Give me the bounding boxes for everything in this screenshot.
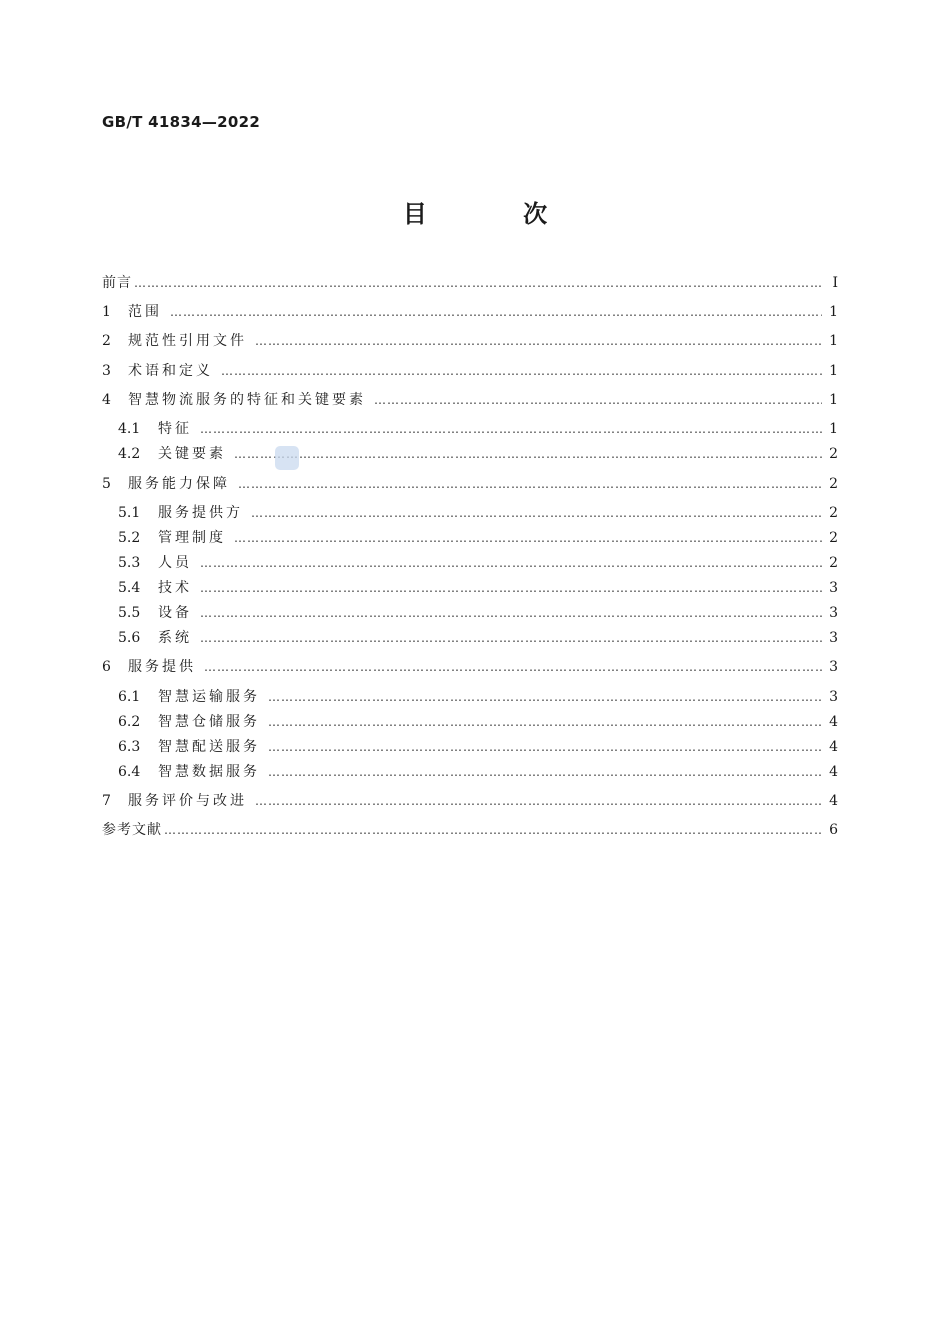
toc-entry-page: 2 [829, 505, 838, 521]
toc-entry-page: 4 [829, 764, 838, 780]
toc-entry-page: 4 [829, 739, 838, 755]
toc-leader-dots [268, 761, 822, 783]
toc-entry-label: 前言 [102, 275, 132, 291]
toc-entry-label: 智慧运输服务 [158, 689, 260, 705]
toc-leader-dots [200, 552, 822, 574]
toc-entry-label: 范围 [128, 304, 162, 320]
toc-entry-number: 5.5 [118, 605, 141, 621]
toc-entry-5-5[interactable] [118, 602, 838, 624]
toc-entry-label: 技术 [158, 580, 192, 596]
toc-entry-page: 1 [829, 333, 838, 349]
toc-entry-page: 4 [829, 793, 838, 809]
toc-entry-number: 5.2 [118, 530, 141, 546]
toc-entry-5-1[interactable] [118, 502, 838, 524]
toc-entry-label: 管理制度 [158, 530, 226, 546]
toc-entry-number: 5.4 [118, 580, 141, 596]
toc-entry-5-4[interactable] [118, 577, 838, 599]
toc-entry-label: 术语和定义 [128, 363, 213, 379]
toc-leader-dots [268, 711, 822, 733]
toc-entry-number: 1 [102, 304, 111, 320]
toc-leader-dots [234, 443, 822, 465]
toc-entry-label: 智慧仓储服务 [158, 714, 260, 730]
toc-entry-label: 特征 [158, 421, 192, 437]
toc-entry-number: 4.1 [118, 421, 141, 437]
toc-entry-label: 规范性引用文件 [128, 333, 247, 349]
toc-entry-number: 5 [102, 476, 111, 492]
toc-entry-number: 7 [102, 793, 111, 809]
toc-leader-dots [170, 301, 822, 323]
toc-entry-6-2[interactable] [118, 711, 838, 733]
toc-title: 目 次 [402, 200, 592, 228]
toc-entry-page: 3 [829, 580, 838, 596]
toc-entry-number: 6.4 [118, 764, 141, 780]
toc-entry-6-1[interactable] [118, 686, 838, 708]
toc-entry-label: 服务提供 [128, 659, 196, 675]
toc-leader-dots [268, 736, 822, 758]
toc-leader-dots [374, 389, 822, 411]
toc-entry-5[interactable] [102, 473, 838, 495]
toc-leader-dots [255, 330, 822, 352]
toc-leader-dots [204, 656, 822, 678]
toc-leader-dots [134, 272, 822, 294]
toc-leader-dots [200, 577, 822, 599]
toc-entry-1[interactable] [102, 301, 838, 323]
toc-entry-label: 参考文献 [102, 822, 162, 838]
toc-entry-page: 2 [829, 530, 838, 546]
toc-leader-dots [255, 790, 822, 812]
toc-entry-label: 服务提供方 [158, 505, 243, 521]
toc-entry-2[interactable] [102, 330, 838, 352]
toc-entry-6[interactable] [102, 656, 838, 678]
toc-entry-label: 智慧物流服务的特征和关键要素 [128, 392, 366, 408]
toc-leader-dots [200, 602, 822, 624]
watermark-logo-icon [275, 446, 299, 470]
toc-entry-number: 6 [102, 659, 111, 675]
toc-entry-4-1[interactable] [118, 418, 838, 440]
toc-entry-label: 智慧数据服务 [158, 764, 260, 780]
toc-entry-number: 6.2 [118, 714, 141, 730]
toc-leader-dots [251, 502, 822, 524]
toc-entry-number: 2 [102, 333, 111, 349]
toc-entry-number: 6.1 [118, 689, 141, 705]
toc-entry-number: 5.1 [118, 505, 141, 521]
toc-entry-6-4[interactable] [118, 761, 838, 783]
toc-entry-number: 3 [102, 363, 111, 379]
toc-entry-page: 1 [829, 421, 838, 437]
toc-entry-number: 6.3 [118, 739, 141, 755]
toc-entry-label: 系统 [158, 630, 192, 646]
toc-entry-number: 4 [102, 392, 111, 408]
toc-entry-number: 5.3 [118, 555, 141, 571]
toc-entry-label: 服务能力保障 [128, 476, 230, 492]
toc-entry-page: 2 [829, 555, 838, 571]
toc-entry-page: 2 [829, 446, 838, 462]
toc-leader-dots [221, 360, 822, 382]
toc-entry-page: 3 [829, 605, 838, 621]
toc-entry-label: 设备 [158, 605, 192, 621]
toc-leader-dots [238, 473, 822, 495]
toc-entry-label: 人员 [158, 555, 192, 571]
toc-entry-4-2[interactable] [118, 443, 838, 465]
toc-entry-page: 3 [829, 659, 838, 675]
toc-entry-label: 服务评价与改进 [128, 793, 247, 809]
toc-entry-number: 4.2 [118, 446, 141, 462]
toc-leader-dots [200, 418, 822, 440]
toc-leader-dots [164, 819, 822, 841]
toc-leader-dots [234, 527, 822, 549]
toc-entry-page: 2 [829, 476, 838, 492]
toc-entry-7[interactable] [102, 790, 838, 812]
toc-entry-page: I [832, 275, 838, 291]
toc-entry-page: 4 [829, 714, 838, 730]
toc-entry-page: 1 [829, 392, 838, 408]
toc-entry-5-6[interactable] [118, 627, 838, 649]
toc-entry-page: 1 [829, 363, 838, 379]
toc-entry-5-3[interactable] [118, 552, 838, 574]
toc-entry-page: 3 [829, 630, 838, 646]
toc-entry-5-2[interactable] [118, 527, 838, 549]
toc-entry-foreword[interactable] [102, 272, 838, 294]
toc-entry-4[interactable] [102, 389, 838, 411]
toc-entry-bibliography[interactable] [102, 819, 838, 841]
document-code: GB/T 41834—2022 [102, 113, 261, 131]
toc-entry-3[interactable] [102, 360, 838, 382]
toc-leader-dots [268, 686, 822, 708]
toc-leader-dots [200, 627, 822, 649]
toc-entry-label: 关键要素 [158, 446, 226, 462]
toc-entry-number: 5.6 [118, 630, 141, 646]
toc-entry-page: 6 [829, 822, 838, 838]
toc-entry-page: 1 [829, 304, 838, 320]
toc-entry-6-3[interactable] [118, 736, 838, 758]
toc-entry-label: 智慧配送服务 [158, 739, 260, 755]
toc-entry-page: 3 [829, 689, 838, 705]
